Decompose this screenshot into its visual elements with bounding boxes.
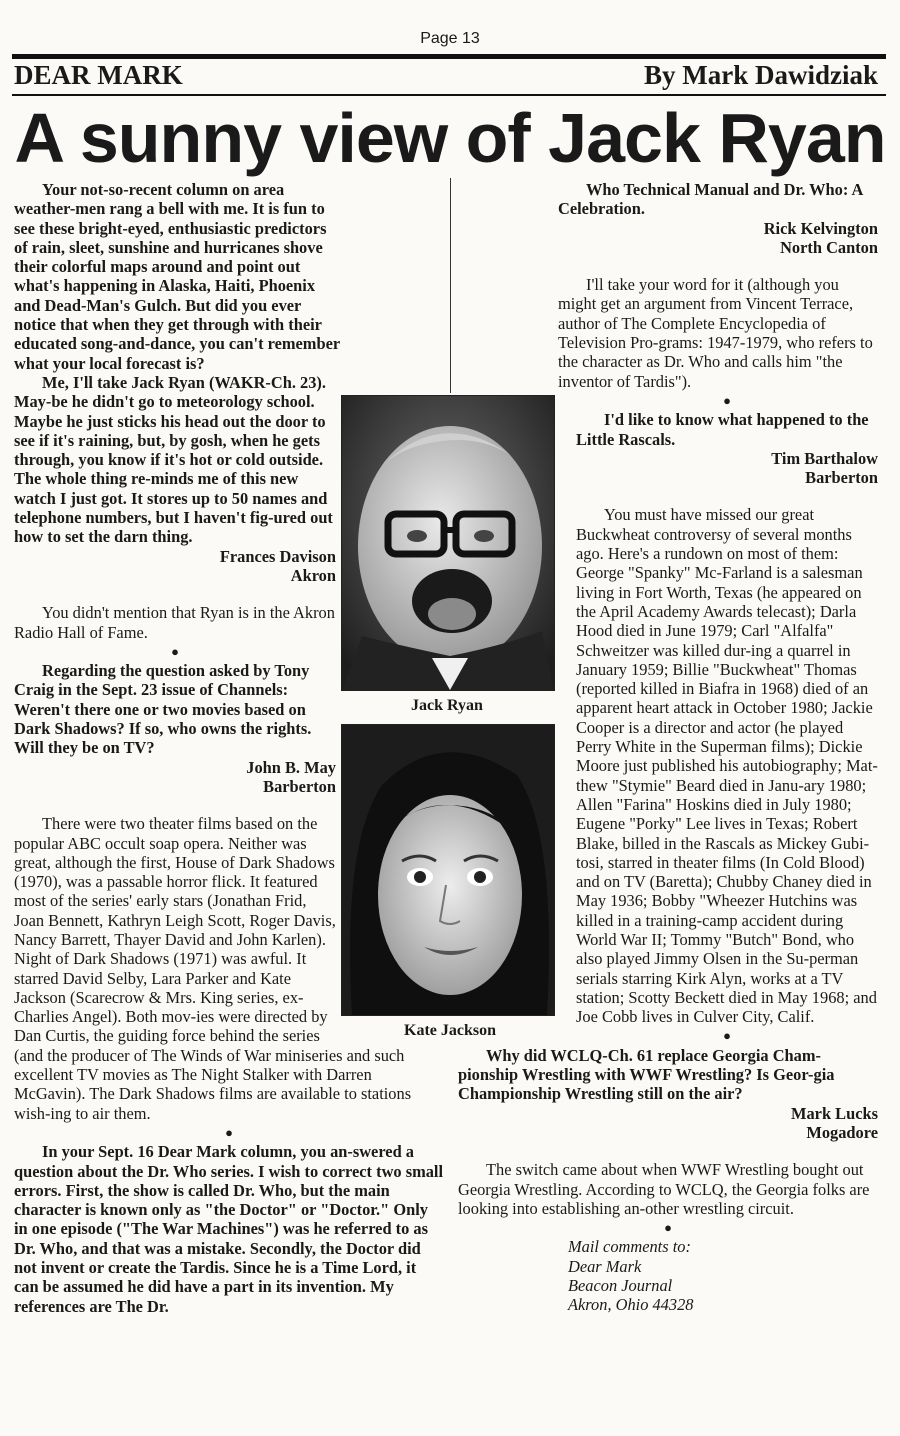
question-paragraph: In your Sept. 16 Dear Mark column, you an-swered a question about the Dr. Who series. I wish to correct two small errors. First, the show is called Dr. Who, but the main character is known only as "the Doctor" or "Doctor." Only in one episode ("The War Machines") was he referred to as Dr. Who, and that was a mistake. Secondly, the Doctor did not invent or create the Tardis. Since he is a Time Lord, it can be assumed he did have a part in its invention. My references are The Dr.	[14, 1142, 444, 1316]
headline: A sunny view of Jack Ryan	[14, 99, 886, 177]
answer-paragraph: You didn't mention that Ryan is in the Akron Radio Hall of Fame.	[14, 603, 335, 642]
section-title: DEAR MARK	[14, 60, 183, 90]
separator-bullet: ●	[664, 1220, 672, 1236]
separator-bullet: ●	[171, 643, 179, 659]
kate-jackson-caption: Kate Jackson	[404, 1022, 496, 1039]
jack-ryan-portrait-image	[342, 396, 554, 690]
kate-jackson-photo	[341, 724, 555, 1016]
answer-paragraph: The switch came about when WWF Wrestling bought out Georgia Wrestling. According to WCLQ, the Georgia folks are looking into establishing an-other wrestling circuit.	[458, 1160, 870, 1218]
signature-line: Mark Lucks	[791, 1103, 878, 1123]
signature-line: Tim Barthalow	[771, 448, 878, 468]
separator-bullet: ●	[225, 1124, 233, 1140]
signature-line: Akron	[290, 565, 336, 585]
signature-line: Barberton	[263, 776, 336, 796]
signature-line: Mogadore	[806, 1122, 878, 1142]
jack-ryan-caption: Jack Ryan	[411, 697, 483, 714]
column-divider	[450, 178, 451, 393]
mail-address-line: Mail comments to:	[568, 1237, 691, 1257]
mail-address-line: Dear Mark	[568, 1256, 642, 1276]
question-paragraph: Regarding the question asked by Tony Craig in the Sept. 23 issue of Channels: Weren't there one or two movies based on Dark Shadows? If so, who owns the rights. Will they be on TV?	[14, 661, 312, 758]
signature-line: North Canton	[780, 237, 878, 257]
answer-paragraph: There were two theater films based on the popular ABC occult soap opera. Neither was great, although the first, House of Dark Shadows (1970), was a passable horror flick. It featured most of the series' early stars (Jonathan Frid, Joan Bennett, Kathryn Leigh Scott, Roger Davis, Nancy Barrett, Thayer David and John Karlen). Night of Dark Shadows (1971) was awful. It starred David Selby, Lara Parker and Kate Jackson (Scarecrow & Mrs. King series, ex-Charlies Angel). Both mov-ies were directed by Dan Curtis, the guiding force behind the series (and the producer of The Winds of War miniseries and such excellent TV movies as The Night Stalker with Darren McGavin). The Dark Shadows films are available to stations wish-ing to air them.	[14, 814, 412, 1123]
signature-line: Barberton	[805, 468, 878, 488]
question-paragraph: Who Technical Manual and Dr. Who: A Celebration.	[558, 180, 863, 219]
kate-jackson-portrait-image	[342, 725, 554, 1015]
mail-address-line: Akron, Ohio 44328	[568, 1295, 694, 1315]
signature-line: John B. May	[246, 757, 336, 777]
answer-paragraph: You must have missed our great Buckwheat controversy of several months ago. Here's a rundown on most of them: George "Spanky" Mc-Farland is a salesman living in Fort Worth, Texas (he appeared on the April Academy Awards telecast); Darla Hood died in June 1979; Carl "Alfalfa" Schweitzer was killed dur-ing a quarrel in January 1959; Billie "Buckwheat" Thomas (reported killed in Biafra in 1968) died of an apparent heart attack in October 1980; Jackie Cooper is a director and actor (he played Perry White in the Superman films); Dickie Moore just published his autobiography; Mat-thew "Stymie" Beard died in Janu-ary 1980; Allen "Farina" Hoskins died in July 1980; Eugene "Porky" Lee lives in Texas; Robert Blake, billed in the Rascals as Mickey Gubi-tosi, starred in theater films (In Cold Blood) and on TV (Baretta); Chubby Chaney died in May 1936; Bobby "Wheezer Hutchins was killed in a training-camp accident during World War II; Tommy "Butch" Bond, who also played Jimmy Olsen in the Su-perman serials starring Kirk Alyn, works at a TV station; Scotty Beckett died in May 1968; and Joe Cobb lives in Culver City, Calif.	[576, 505, 878, 1027]
separator-bullet: ●	[723, 392, 731, 408]
mail-address-line: Beacon Journal	[568, 1276, 673, 1296]
byline: By Mark Dawidziak	[643, 60, 878, 90]
question-paragraph: Me, I'll take Jack Ryan (WAKR-Ch. 23). May-be he didn't go to meteorology school. Maybe he just sticks his head out the door to see if it's raining, but, by gosh, when he gets through, you know if it's hot or cold outside. The whole thing re-minds me of this new watch I just got. It stores up to 50 names and telephone numbers, but I haven't fig-ured out how to set the darn thing.	[14, 372, 333, 547]
jack-ryan-photo	[341, 395, 555, 691]
question-paragraph: I'd like to know what happened to the Little Rascals.	[576, 410, 869, 449]
top-rule	[12, 54, 886, 59]
answer-paragraph: I'll take your word for it (although you might get an argument from Vincent Terrace, author of The Complete Encyclopedia of Television Pro-grams: 1947-1979, who refers to the character as Dr. Who and calls him "the inventor of Tardis").	[558, 275, 873, 391]
signature-line: Frances Davison	[219, 546, 336, 566]
question-paragraph: Why did WCLQ-Ch. 61 replace Georgia Cham-pionship Wrestling with WWF Wrestling? Is Geor-gia Championship Wrestling still on the air?	[458, 1045, 835, 1104]
spacer	[458, 257, 878, 275]
spacer	[458, 1142, 878, 1160]
separator-bullet: ●	[723, 1028, 731, 1044]
signature-line: Rick Kelvington	[763, 218, 878, 238]
question-paragraph: Your not-so-recent column on area weather-men rang a bell with me. It is fun to see these bright-eyed, enthusiastic predictors of rain, sleet, sunshine and hurricanes shove their colorful maps around and point out what's happening in Alaska, Haiti, Phoenix and Dead-Man's Gulch. But did you ever notice that when they get through with their educated song-and-dance, you can't remember what your local forecast is?	[14, 180, 340, 373]
page-number: Page 13	[420, 30, 480, 47]
header-rule	[12, 94, 886, 96]
